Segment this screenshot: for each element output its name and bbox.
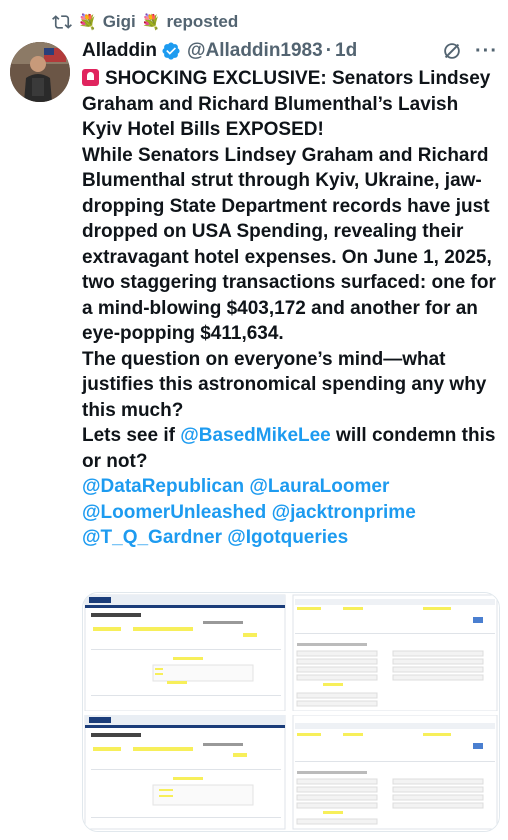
- separator-dot: ·: [325, 40, 333, 61]
- record-screenshot-top-right: [293, 595, 497, 711]
- mention-link[interactable]: @LoomerUnleashed: [82, 501, 267, 523]
- tweet-header: [82, 38, 498, 64]
- media-attachment[interactable]: [82, 592, 500, 832]
- paragraph-3-suffix: will condemn this or not?: [82, 425, 496, 472]
- flower-emoji-icon: 💐: [78, 13, 97, 31]
- mention-link[interactable]: @jacktronprime: [271, 501, 416, 523]
- mention-link[interactable]: @Igotqueries: [227, 527, 349, 548]
- post-age[interactable]: 1d: [335, 40, 358, 61]
- author-avatar[interactable]: [10, 42, 70, 102]
- repost-icon: [52, 12, 72, 32]
- repost-user-name[interactable]: Gigi: [102, 12, 136, 31]
- mention-link[interactable]: @T_Q_Gardner: [82, 527, 222, 548]
- headline-text: SHOCKING EXCLUSIVE: Senators Lindsey Graham and Richard Blumenthal’s Lavish Kyiv Hotel Bills EXPOSED!: [82, 68, 491, 140]
- flower-emoji-icon: 💐: [141, 13, 161, 31]
- mention-link[interactable]: @DataRepublican: [82, 476, 245, 497]
- record-screenshot-bottom-right: [293, 715, 497, 829]
- tweet-paragraph-3: [82, 423, 502, 474]
- tweet-mentions: [82, 474, 502, 551]
- tweet-paragraph-1: While Senators Lindsey Graham and Richard Blumenthal strut through Kyiv, Ukraine, jaw-dropping State Department records have just dropped on USA Spending, revealing their extravagant hotel expenses. On June 1, 2025, two staggering transactions surfaced: one for a mind-blowing $403,172 and another for an eye-popping $411,634.: [82, 144, 496, 344]
- avatar-image: [10, 42, 70, 102]
- author-name[interactable]: Alladdin: [82, 40, 157, 61]
- repost-label: reposted: [166, 12, 239, 31]
- siren-emoji-icon: [82, 69, 99, 86]
- mention-link[interactable]: @BasedMikeLee: [180, 425, 331, 446]
- tweet-headline: [82, 66, 502, 143]
- author-handle[interactable]: @Alladdin1983: [186, 40, 323, 61]
- tweet-paragraph-2: The question on everyone’s mind—what justifies this astronomical spending any why this much?: [82, 348, 487, 421]
- record-screenshot-top-left: [85, 595, 285, 711]
- verified-badge-icon: [161, 41, 181, 61]
- record-screenshot-bottom-left: [85, 715, 285, 829]
- paragraph-3-prefix: Lets see if: [82, 425, 175, 446]
- grok-icon[interactable]: [441, 40, 463, 62]
- tweet-text: [82, 66, 502, 551]
- mention-link[interactable]: @LauraLoomer: [249, 476, 390, 497]
- attached-screenshots-image: [83, 593, 499, 831]
- more-options-icon[interactable]: ···: [475, 39, 498, 62]
- repost-indicator[interactable]: [52, 10, 238, 34]
